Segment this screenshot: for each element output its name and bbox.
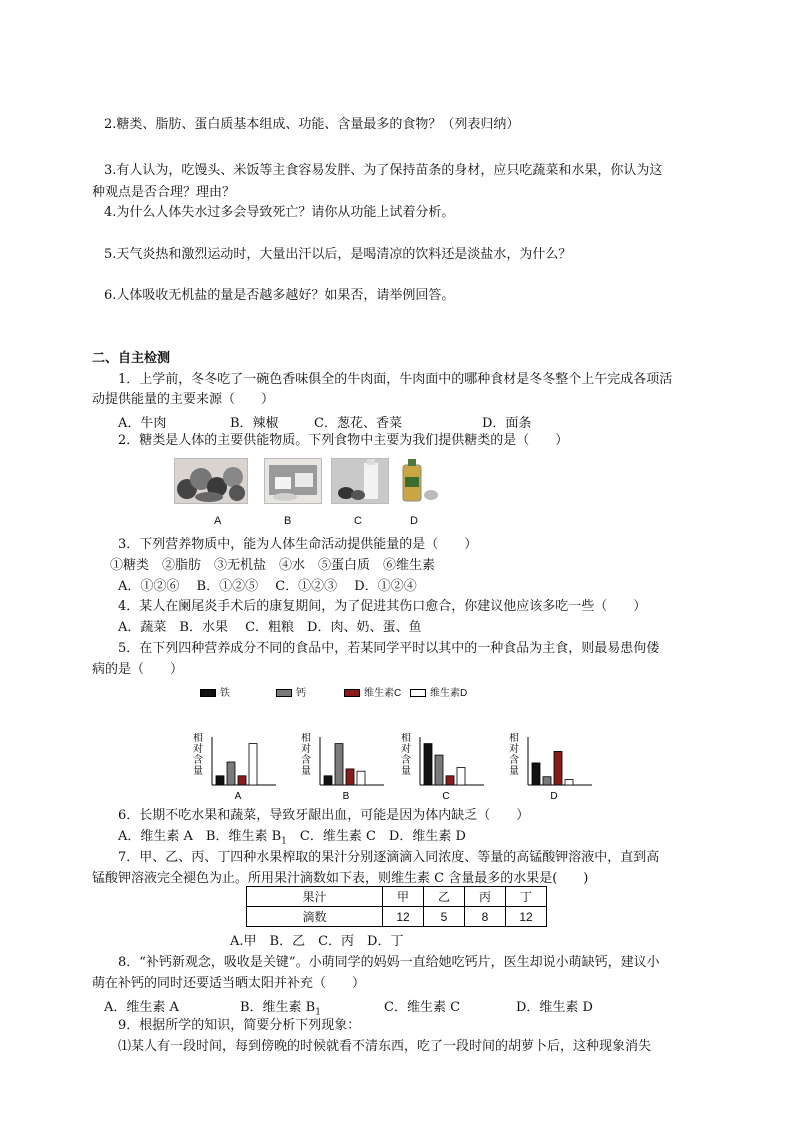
y-axis-label-char: 含 <box>301 755 311 766</box>
y-axis-label-char: 相 <box>301 733 311 744</box>
y-axis-label-char: 对 <box>301 744 311 755</box>
bar-b-3 <box>346 769 354 785</box>
table-cell: 12 <box>506 907 547 927</box>
s2-q2-text: 2．糖类是人体的主要供能物质。下列食物中主要为我们提供糖类的是（ ） <box>118 433 569 448</box>
q5-text: 5.天气炎热和激烈运动时，大量出汗以后，是喝清凉的饮料还是淡盐水，为什么？ <box>104 247 572 262</box>
bar-c-1 <box>424 744 432 785</box>
bar-a-4 <box>249 744 257 785</box>
s2-q4-text: 4．某人在阑尾炎手术后的康复期间，为了促进其伤口愈合，你建议他应该多吃一些（ ） <box>118 599 647 614</box>
image-label-a: A <box>214 515 222 527</box>
q6-options-post: C．维生素 C D．维生素 D <box>286 829 466 844</box>
s2-q6-text: 6．长期不吃水果和蔬菜，导致牙龈出血，可能是因为体内缺乏（ ） <box>118 808 530 823</box>
image-label-d: D <box>410 515 418 527</box>
y-axis-label-char: 对 <box>401 744 411 755</box>
bar-c-4 <box>457 768 465 785</box>
oil-bottle-image <box>398 458 440 504</box>
vegetables-image <box>174 458 248 504</box>
legend-swatch-iron <box>200 689 216 697</box>
s2-q1-option-b: B．辣椒 <box>230 416 279 431</box>
s2-q7-line1: 7．甲、乙、丙、丁四种水果榨取的果汁分别逐滴滴入同浓度、等量的高锰酸钾溶液中，直到高 <box>118 850 660 865</box>
table-cell: 甲 <box>383 887 424 907</box>
table-cell: 乙 <box>424 887 465 907</box>
s2-q7-line2: 锰酸钾溶液完全褪色为止。所用果汁滴数如下表，则维生素 C 含量最多的水果是( ) <box>92 871 589 886</box>
s2-q4-options: A．蔬菜 B．水果 C．粗粮 D．肉、奶、蛋、鱼 <box>118 620 422 635</box>
y-axis-label-char: 量 <box>193 766 203 777</box>
bar-a-2 <box>227 762 235 785</box>
image-label-b: B <box>284 515 292 527</box>
s2-q1-option-a: A．牛肉 <box>118 416 167 431</box>
legend-label-calcium: 钙 <box>296 688 306 699</box>
legend-swatch-vitamin-d <box>410 689 426 697</box>
table-cell: 5 <box>424 907 465 927</box>
bar-a-1 <box>216 776 224 785</box>
juice-drops-table <box>246 886 547 927</box>
bar-c-2 <box>435 755 443 785</box>
table-cell: 12 <box>383 907 424 927</box>
bar-d-3 <box>554 751 562 785</box>
table-cell: 丙 <box>465 887 506 907</box>
y-axis-label-char: 量 <box>509 766 519 777</box>
s2-q3-items: ①糖类 ②脂肪 ③无机盐 ④水 ⑤蛋白质 ⑥维生素 <box>110 558 436 573</box>
chart-panel-c <box>396 733 486 803</box>
table-cell: 8 <box>465 907 506 927</box>
legend-calcium <box>276 684 306 699</box>
s2-q1-line1: 1．上学前，冬冬吃了一碗色香味俱全的牛肉面，牛肉面中的哪种食材是冬冬整个上午完成各项活 <box>118 372 673 387</box>
y-axis-label-char: 相 <box>193 733 203 744</box>
panel-label: A <box>234 791 242 802</box>
q8-option-b-text: B．维生素 B <box>240 1000 316 1015</box>
bar-d-4 <box>565 779 573 785</box>
y-axis-label-char: 含 <box>509 755 519 766</box>
s2-q1-option-c: C．葱花、香菜 <box>314 416 402 431</box>
y-axis-label-char: 相 <box>401 733 411 744</box>
s2-q8-option-b <box>240 996 321 1018</box>
bar-d-2 <box>543 777 551 785</box>
legend-swatch-calcium <box>276 689 292 697</box>
bar-a-3 <box>238 776 246 785</box>
y-axis-label-char: 相 <box>509 733 519 744</box>
section-heading: 二、自主检测 <box>92 351 171 366</box>
table-row <box>247 907 547 927</box>
s2-q9-text: 9．根据所学的知识，简要分析下列现象： <box>118 1018 361 1033</box>
y-axis-label-char: 对 <box>193 744 203 755</box>
legend-label-vitamin-c: 维生素C <box>364 688 402 699</box>
legend-label-vitamin-d: 维生素D <box>430 688 468 699</box>
q8-option-b-sub: 1 <box>315 1007 321 1018</box>
y-axis-label-char: 含 <box>401 755 411 766</box>
s2-q6-options <box>118 828 466 851</box>
s2-q1-option-d: D．面条 <box>482 416 532 431</box>
panel-label: C <box>442 791 450 802</box>
s2-q9-1-text: ⑴某人有一段时间，每到傍晚的时候就看不清东西，吃了一段时间的胡萝卜后，这种现象消失 <box>118 1039 652 1054</box>
y-axis-label-char: 量 <box>401 766 411 777</box>
q6-text: 6.人体吸收无机盐的量是否越多越好？如果否，请举例回答。 <box>104 288 455 303</box>
panel-label: D <box>550 791 558 802</box>
milk-eggs-image <box>331 458 389 504</box>
s2-q8-option-a: A．维生素 A <box>104 1000 179 1015</box>
q2-text: 2.糖类、脂肪、蛋白质基本组成、功能、含量最多的食物？（列表归纳） <box>104 117 520 132</box>
table-cell: 滴数 <box>247 907 383 927</box>
panel-label: B <box>342 791 350 802</box>
bar-b-2 <box>335 744 343 785</box>
chart-panel-b <box>296 733 386 803</box>
bar-b-1 <box>324 776 332 785</box>
s2-q5-line1: 5．在下列四种营养成分不同的食品中，若某同学平时以其中的一种食品为主食，则最易患佝偻 <box>118 641 660 656</box>
legend-vitamin-c <box>344 684 401 699</box>
bar-d-1 <box>532 763 540 785</box>
bar-c-3 <box>446 776 454 785</box>
s2-q1-line2: 动提供能量的主要来源（ ） <box>92 392 275 407</box>
y-axis-label-char: 含 <box>193 755 203 766</box>
s2-q8-option-d: D．维生素 D <box>516 1000 593 1015</box>
s2-q3-options: A．①②⑥ B．①②⑤ C．①②③ D．①②④ <box>118 579 417 594</box>
legend-swatch-vitamin-c <box>344 689 360 697</box>
s2-q3-text: 3．下列营养物质中，能为人体生命活动提供能量的是（ ） <box>118 537 478 552</box>
chart-panel-a <box>188 733 278 803</box>
q3-text-line2: 种观点是否合理？理由？ <box>92 185 236 200</box>
table-cell: 果汁 <box>247 887 383 907</box>
image-label-c: C <box>354 515 362 527</box>
bar-b-4 <box>357 771 365 785</box>
q4-text: 4.为什么人体失水过多会导致死亡？请你从功能上试着分析。 <box>104 205 455 220</box>
chart-panel-d <box>504 733 594 803</box>
s2-q8-line1: 8．“补钙新观念，吸收是关键”。小萌同学的妈妈一直给她吃钙片，医生却说小萌缺钙，建议小 <box>118 955 660 970</box>
q6-options-sub: 1 <box>281 836 287 847</box>
s2-q8-line2: 萌在补钙的同时还要适当晒太阳并补充（ ） <box>92 976 366 991</box>
legend-label-iron: 铁 <box>220 688 230 699</box>
q6-options-pre: A．维生素 A B．维生素 B <box>118 829 282 844</box>
table-row <box>247 887 547 907</box>
legend-iron <box>200 684 230 699</box>
y-axis-label-char: 量 <box>301 766 311 777</box>
s2-q7-options: A.甲 B．乙 C．丙 D．丁 <box>230 934 404 949</box>
q3-text-line1: 3.有人认为，吃馒头、米饭等主食容易发胖、为了保持苗条的身材，应只吃蔬菜和水果，你认为这 <box>104 163 663 178</box>
table-cell: 丁 <box>506 887 547 907</box>
legend-vitamin-d <box>410 684 467 699</box>
s2-q8-option-c: C．维生素 C <box>384 1000 461 1015</box>
y-axis-label-char: 对 <box>509 744 519 755</box>
s2-q5-line2: 病的是（ ） <box>92 662 184 677</box>
tofu-image <box>264 458 322 504</box>
